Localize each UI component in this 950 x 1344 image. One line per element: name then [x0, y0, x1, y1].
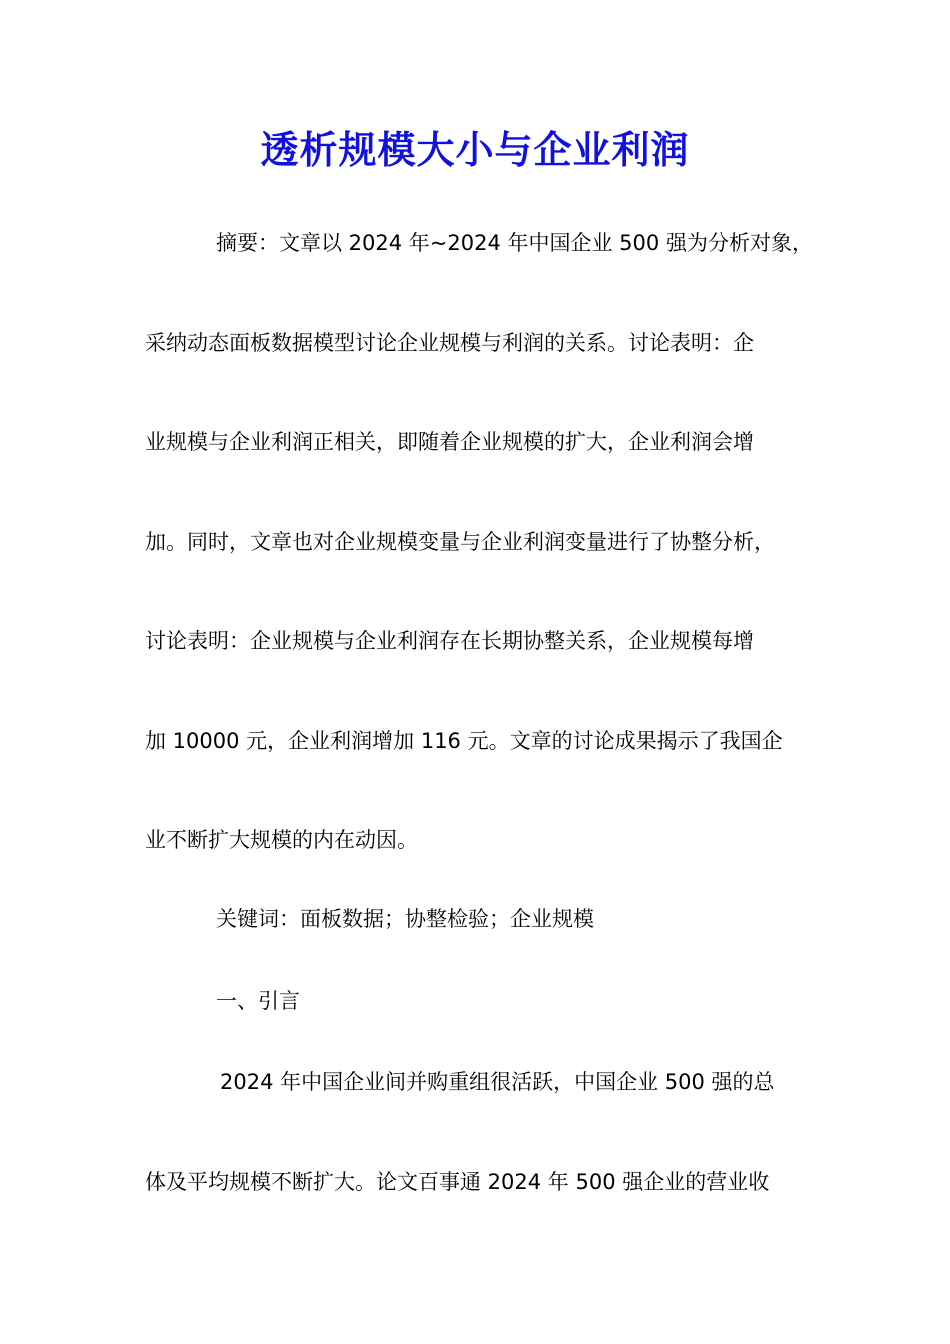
- abstract-line: 加 10000 元，企业利润增加 116 元。文章的讨论成果揭示了我国企: [145, 729, 783, 753]
- section-heading: 一、引言: [216, 989, 300, 1013]
- abstract-line: 摘要：文章以 2024 年~2024 年中国企业 500 强为分析对象，: [216, 231, 813, 255]
- intro-line: 2024 年中国企业间并购重组很活跃，中国企业 500 强的总: [220, 1070, 775, 1094]
- intro-line: 体及平均规模不断扩大。论文百事通 2024 年 500 强企业的营业收: [145, 1170, 770, 1194]
- document-title: 透析规模大小与企业利润: [260, 127, 690, 172]
- abstract-line: 采纳动态面板数据模型讨论企业规模与利润的关系。讨论表明：企: [145, 331, 754, 355]
- abstract-line: 业规模与企业利润正相关，即随着企业规模的扩大，企业利润会增: [145, 430, 754, 454]
- abstract-line: 讨论表明：企业规模与企业利润存在长期协整关系，企业规模每增: [145, 629, 754, 653]
- keywords-line: 关键词：面板数据；协整检验；企业规模: [216, 907, 594, 931]
- abstract-line: 加。同时，文章也对企业规模变量与企业利润变量进行了协整分析，: [145, 530, 775, 554]
- abstract-line: 业不断扩大规模的内在动因。: [145, 828, 418, 852]
